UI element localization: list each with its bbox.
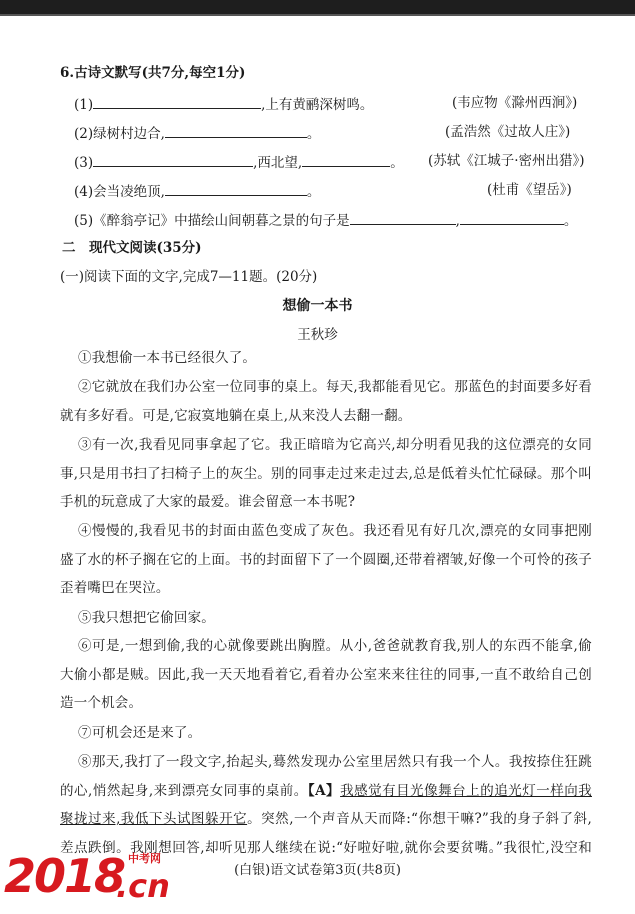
q6-item-3: (3) ,西北望, 。 bbox=[74, 152, 404, 172]
q6-item-2: (2)绿树村边合, 。 bbox=[74, 123, 320, 143]
article-paragraph-4: ④慢慢的,我看见书的封面由蓝色变成了灰色。我还看见有好几次,漂亮的女同事把刚盛了水的杯子搁在它的上面。书的封面留下了一个圆圈,还带着褶皱,好像一个可怜的孩子歪着嘴巴在哭泣。 bbox=[60, 523, 592, 596]
page-footer: (白银)语文试卷第3页(共8页) bbox=[234, 863, 401, 878]
q6-item-4-source: (杜甫《望岳》) bbox=[487, 182, 572, 198]
answer-blank[interactable] bbox=[460, 210, 564, 225]
article-title: 想偷一本书 bbox=[282, 298, 353, 314]
annotation-marker-a: 【A】 bbox=[307, 782, 341, 799]
article-paragraph-7: ⑦可机会还是来了。 bbox=[78, 725, 202, 741]
q6-item-1: (1) ,上有黄鹂深树鸣。 bbox=[74, 94, 373, 114]
q6-item-3-source: (苏轼《江城子·密州出猎》) bbox=[428, 153, 585, 169]
article-paragraph-3: ③有一次,我看见同事拿起了它。我正暗暗为它高兴,却分明看见我的这位漂亮的女同事,只是用书扫了扫椅子上的灰尘。别的同事走过来走过去,总是低着头忙忙碌碌。那个叫手机的玩意成了大家的最爱。谁会留意一本书呢? bbox=[60, 437, 592, 510]
answer-blank[interactable] bbox=[165, 123, 307, 138]
q6-item-5: (5)《醉翁亭记》中描绘山间朝暮之景的句子是 , 。 bbox=[74, 210, 577, 230]
top-border-line bbox=[0, 14, 635, 16]
article-paragraph-5: ⑤我只想把它偷回家。 bbox=[78, 610, 215, 626]
answer-blank[interactable] bbox=[350, 210, 456, 225]
answer-blank[interactable] bbox=[165, 181, 307, 196]
q6-item-1-source: (韦应物《滁州西涧》) bbox=[452, 95, 578, 111]
q6-item-2-source: (孟浩然《过故人庄》) bbox=[445, 124, 571, 140]
article-paragraph-6: ⑥可是,一想到偷,我的心就像要跳出胸膛。从小,爸爸就教育我,别人的东西不能拿,偷大偷小都是贼。因此,我一天天地看着它,看着办公室来来往往的同事,一直不敢给自己创造一个机会。 bbox=[60, 638, 592, 711]
section-2-subheading: (一)阅读下面的文字,完成7—11题。(20分) bbox=[60, 269, 318, 285]
underlined-sentence: 我感觉有目光像舞台上的追光灯一样向我聚拢过来,我低下头试图躲开它 bbox=[60, 782, 592, 827]
q6-item-4: (4)会当凌绝顶, 。 bbox=[74, 181, 320, 201]
answer-blank[interactable] bbox=[302, 152, 390, 167]
article-author: 王秋珍 bbox=[297, 327, 338, 343]
article-paragraph-8: ⑧那天,我打了一段文字,抬起头,蓦然发现办公室里居然只有我一个人。我按捺住狂跳的心,悄然起身,来到漂亮女同事的桌前。【A】我感觉有目光像舞台上的追光灯一样向我聚拢过来,我低下头试图躲开它。突然,一个声音从天而降:“你想干嘛?”我的身子斜了斜,差点跌倒。我刚想回答,却听见那人继续在说:“好啦好啦,就你会要贫嘴。”我很忙,没空和 bbox=[60, 754, 592, 856]
answer-blank[interactable] bbox=[93, 94, 261, 109]
question-6-header: 6.古诗文默写(共7分,每空1分) bbox=[60, 65, 246, 81]
site-logo: 2018 中考网 .cn bbox=[4, 849, 170, 905]
section-2-heading: 二 现代文阅读(35分) bbox=[62, 240, 202, 256]
article-paragraph-2: ②它就放在我们办公室一位同事的桌上。每天,我都能看见它。那蓝色的封面要多好看就有多好看。可是,它寂寞地躺在桌上,从来没人去翻一翻。 bbox=[60, 379, 592, 424]
top-border-bar bbox=[0, 0, 635, 14]
article-paragraph-1: ①我想偷一本书已经很久了。 bbox=[78, 350, 257, 366]
answer-blank[interactable] bbox=[93, 152, 253, 167]
